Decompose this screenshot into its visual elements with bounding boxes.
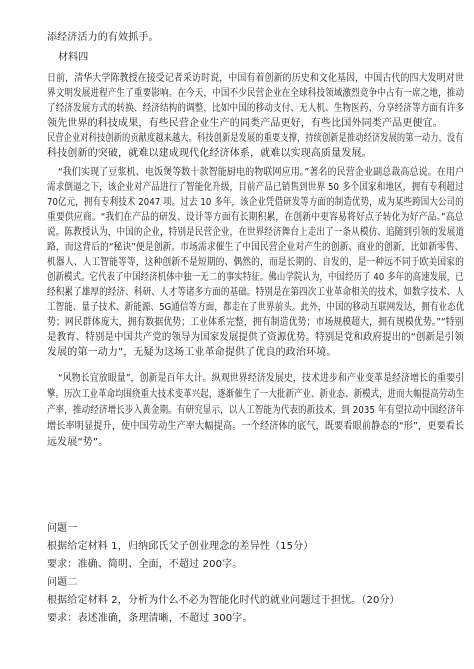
para2-line: 说。陈教授认为，中国的企业，特别是民营企业，在世界经济舞台上走出了一条从模仿、追随到引领的发展道: [47, 227, 465, 238]
para1-line: 日前，清华大学陈教授在接受记者采访时说，中国有着创新的历史和文化基因，中国古代的四大发明对世: [47, 73, 464, 84]
para2-line: 工智能、量子技术、新能源、5G通信等方面，都走在了世界前头。此外，中国的移动互联网发达，拥有业态优: [47, 302, 465, 313]
question-requirement: 要求：表述准确，条理清晰，不超过 300字。: [47, 613, 253, 624]
para3-line: 增长率明显提升，使中国劳动生产率大幅提高。一个经济体的底气，既要看眼前静态的“形”，更要看长: [47, 421, 465, 432]
para1-line: 界文明发展进程产生了重要影响。在今天，中国不少民营企业在全球科技领域激烈竞争中占有一席之地，推动: [47, 88, 465, 99]
para3-line: “风物长宜放眼量”，创新是百年大计。纵观世界经济发展史，技术进步和产业变革是经济增长的重要引: [58, 373, 465, 384]
para2-line: 需求倒逼之下，该企业对产品进行了智能化升级，目前产品已销售到世界 50 多个国家和地区，拥有专利超过: [47, 182, 464, 193]
para2-line: 路，而这背后的“秘诀”便是创新。市场需求催生了中国民营企业对产生的创新、商业的创新，比如新零售、: [47, 242, 464, 253]
para2-line: “我们实现了豆浆机、电饭煲等数十款智能厨电的物联网应用。”著名的民营企业副总裁高总说。在用户: [58, 167, 465, 178]
para3-line: 产率，推动经济增长步入黄金期。有研究显示，以人工智能为代表的新技术，到 2035 年有望拉动中国经济年: [47, 405, 465, 416]
para3-line: 擎。历次工业革命均围绕重大技术变革兴起，逐渐催生了一大批新产业、新业态、新模式，进而大幅提高劳动生: [47, 389, 465, 400]
para2-line: 机器人、人工智能等等，这种创新不是短期的、偶然的，而是长期的、自发的，是一种远不同于欧美国家的: [47, 257, 465, 268]
question-title: 问题二: [47, 577, 78, 588]
material4-heading: 材料四: [58, 52, 89, 63]
question-prompt: 根据给定材料 1，归纳邱氏父子创业理念的差异性（15分）: [47, 541, 314, 552]
para1-line: 了经济发展方式的转换、经济结构的调整，比如中国的移动支付、无人机、生物医药、分享经济等方面有许多: [47, 103, 465, 114]
intro-line: 添经济活力的有效抓手。: [47, 32, 159, 43]
question-requirement: 要求：准确、简明、全面，不超过 200字。: [47, 559, 243, 570]
para1-line: 领先世界的科技成果，有些民营企业生产的同类产品更好，有些比国外同类产品更便宜。: [47, 118, 443, 129]
para2-line: 创新模式。它代表了中国经济机体中独一无二的事实特征。佛山学院认为，中国经历了 40 多年的高速发展，已: [47, 272, 464, 283]
para2-line: 70亿元，拥有专利技术 2047 项。过去 10 多年，该企业凭借研发等方面的制造优势，成为某些跨国大公司的: [47, 197, 464, 208]
para2-line: 重要供应商。“我们在产品的研发、设计等方面有长期积累，在创新中更容易将好点子转化为好产品。”高总: [47, 212, 464, 223]
question-title: 问题一: [47, 523, 78, 534]
para2-line: 发展的第一动力”，无疑为这场工业革命提供了优良的政治环境。: [47, 347, 337, 358]
para2-line: 势；网民群体庞大，拥有数据优势；工业体系完整，拥有制造优势；市场规模超大，拥有规模优势。”“特别: [47, 317, 464, 328]
para3-line: 远发展“势”。: [47, 437, 109, 448]
question-prompt: 根据给定材料 2，分析为什么不必为智能化时代的就业问题过于担忧。（20分）: [47, 595, 400, 606]
para2-line: 经积累了雄厚的经济、科研、人才等诸多方面的基础。特别是在第四次工业革命相关的技术，如数字技术、人: [47, 287, 465, 298]
para1-line: 民营企业对科技创新的贡献度越来越大。科技创新是发展的重要支撑，持续创新是推动经济发展的第一动力，没有: [47, 133, 464, 144]
para2-line: 是教育、特别是中国共产党的领导为国家发展提供了资源优势。特别是党和政府提出的“创新是引领: [47, 332, 464, 343]
para1-line: 科技创新的突破，就难以建成现代化经济体系，就难以实现高质量发展。: [47, 148, 372, 159]
